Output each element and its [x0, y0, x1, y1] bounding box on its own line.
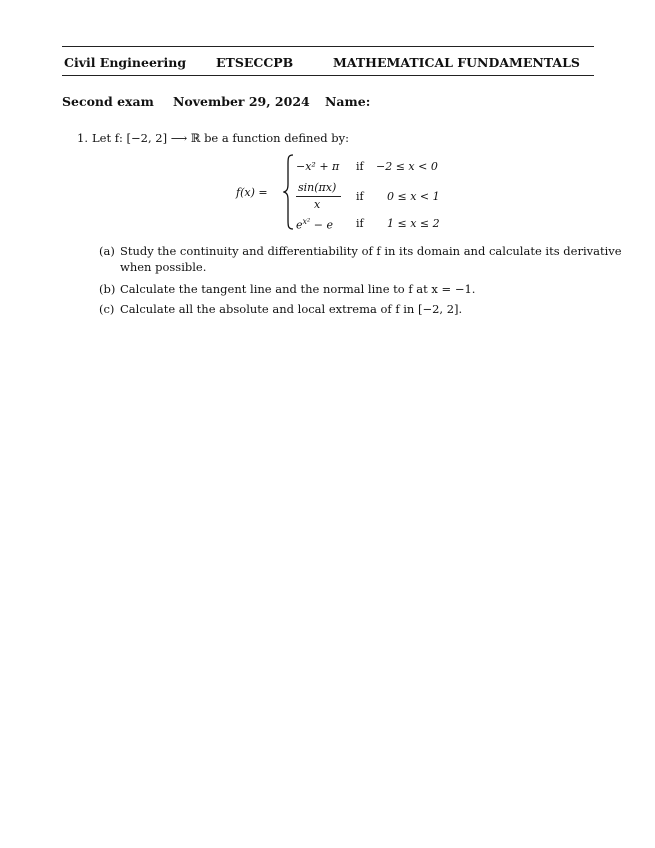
case-3-tail: − e	[310, 218, 333, 232]
subject-name: MATHEMATICAL FUNDAMENTALS	[333, 55, 580, 70]
case-3-expression	[296, 217, 333, 232]
part-c-text: Calculate all the absolute and local extrema of f in [−2, 2].	[120, 302, 463, 316]
function-label: f(x) =	[236, 186, 268, 199]
case-2-condition: 0 ≤ x < 1	[387, 190, 440, 203]
part-b-label: (b)	[99, 282, 116, 296]
case-1-expression: −x² + π	[296, 160, 340, 173]
case-1-condition: −2 ≤ x < 0	[376, 160, 438, 173]
part-a-label: (a)	[99, 244, 115, 258]
case-3-if: if	[356, 217, 364, 230]
case-2-if: if	[356, 190, 364, 203]
case-2-fraction-bar	[296, 196, 341, 197]
header-top-rule	[62, 46, 594, 47]
part-b-text: Calculate the tangent line and the normal line to f at x = −1.	[120, 282, 476, 296]
problem-statement: Let f: [−2, 2] ⟶ ℝ be a function defined by:	[92, 131, 349, 145]
part-c-label: (c)	[99, 302, 115, 316]
case-2-denominator: x	[314, 198, 321, 211]
course-name: Civil Engineering	[64, 55, 187, 70]
exam-title: Second exam	[62, 94, 154, 109]
header-bottom-rule	[62, 75, 594, 76]
name-label: Name:	[325, 94, 371, 109]
part-a-text-line-1: Study the continuity and differentiability of f in its domain and calculate its derivative	[120, 244, 622, 258]
case-3-base: e	[296, 218, 303, 232]
case-2-numerator: sin(πx)	[298, 181, 337, 194]
exam-date: November 29, 2024	[173, 94, 310, 109]
case-3-exponent: x²	[302, 217, 311, 226]
problem-number: 1.	[77, 131, 88, 145]
brace-icon	[283, 154, 295, 230]
school-name: ETSECCPB	[216, 55, 294, 70]
case-1-if: if	[356, 160, 364, 173]
part-a-text-line-2: when possible.	[120, 260, 207, 274]
case-3-condition: 1 ≤ x ≤ 2	[387, 217, 440, 230]
